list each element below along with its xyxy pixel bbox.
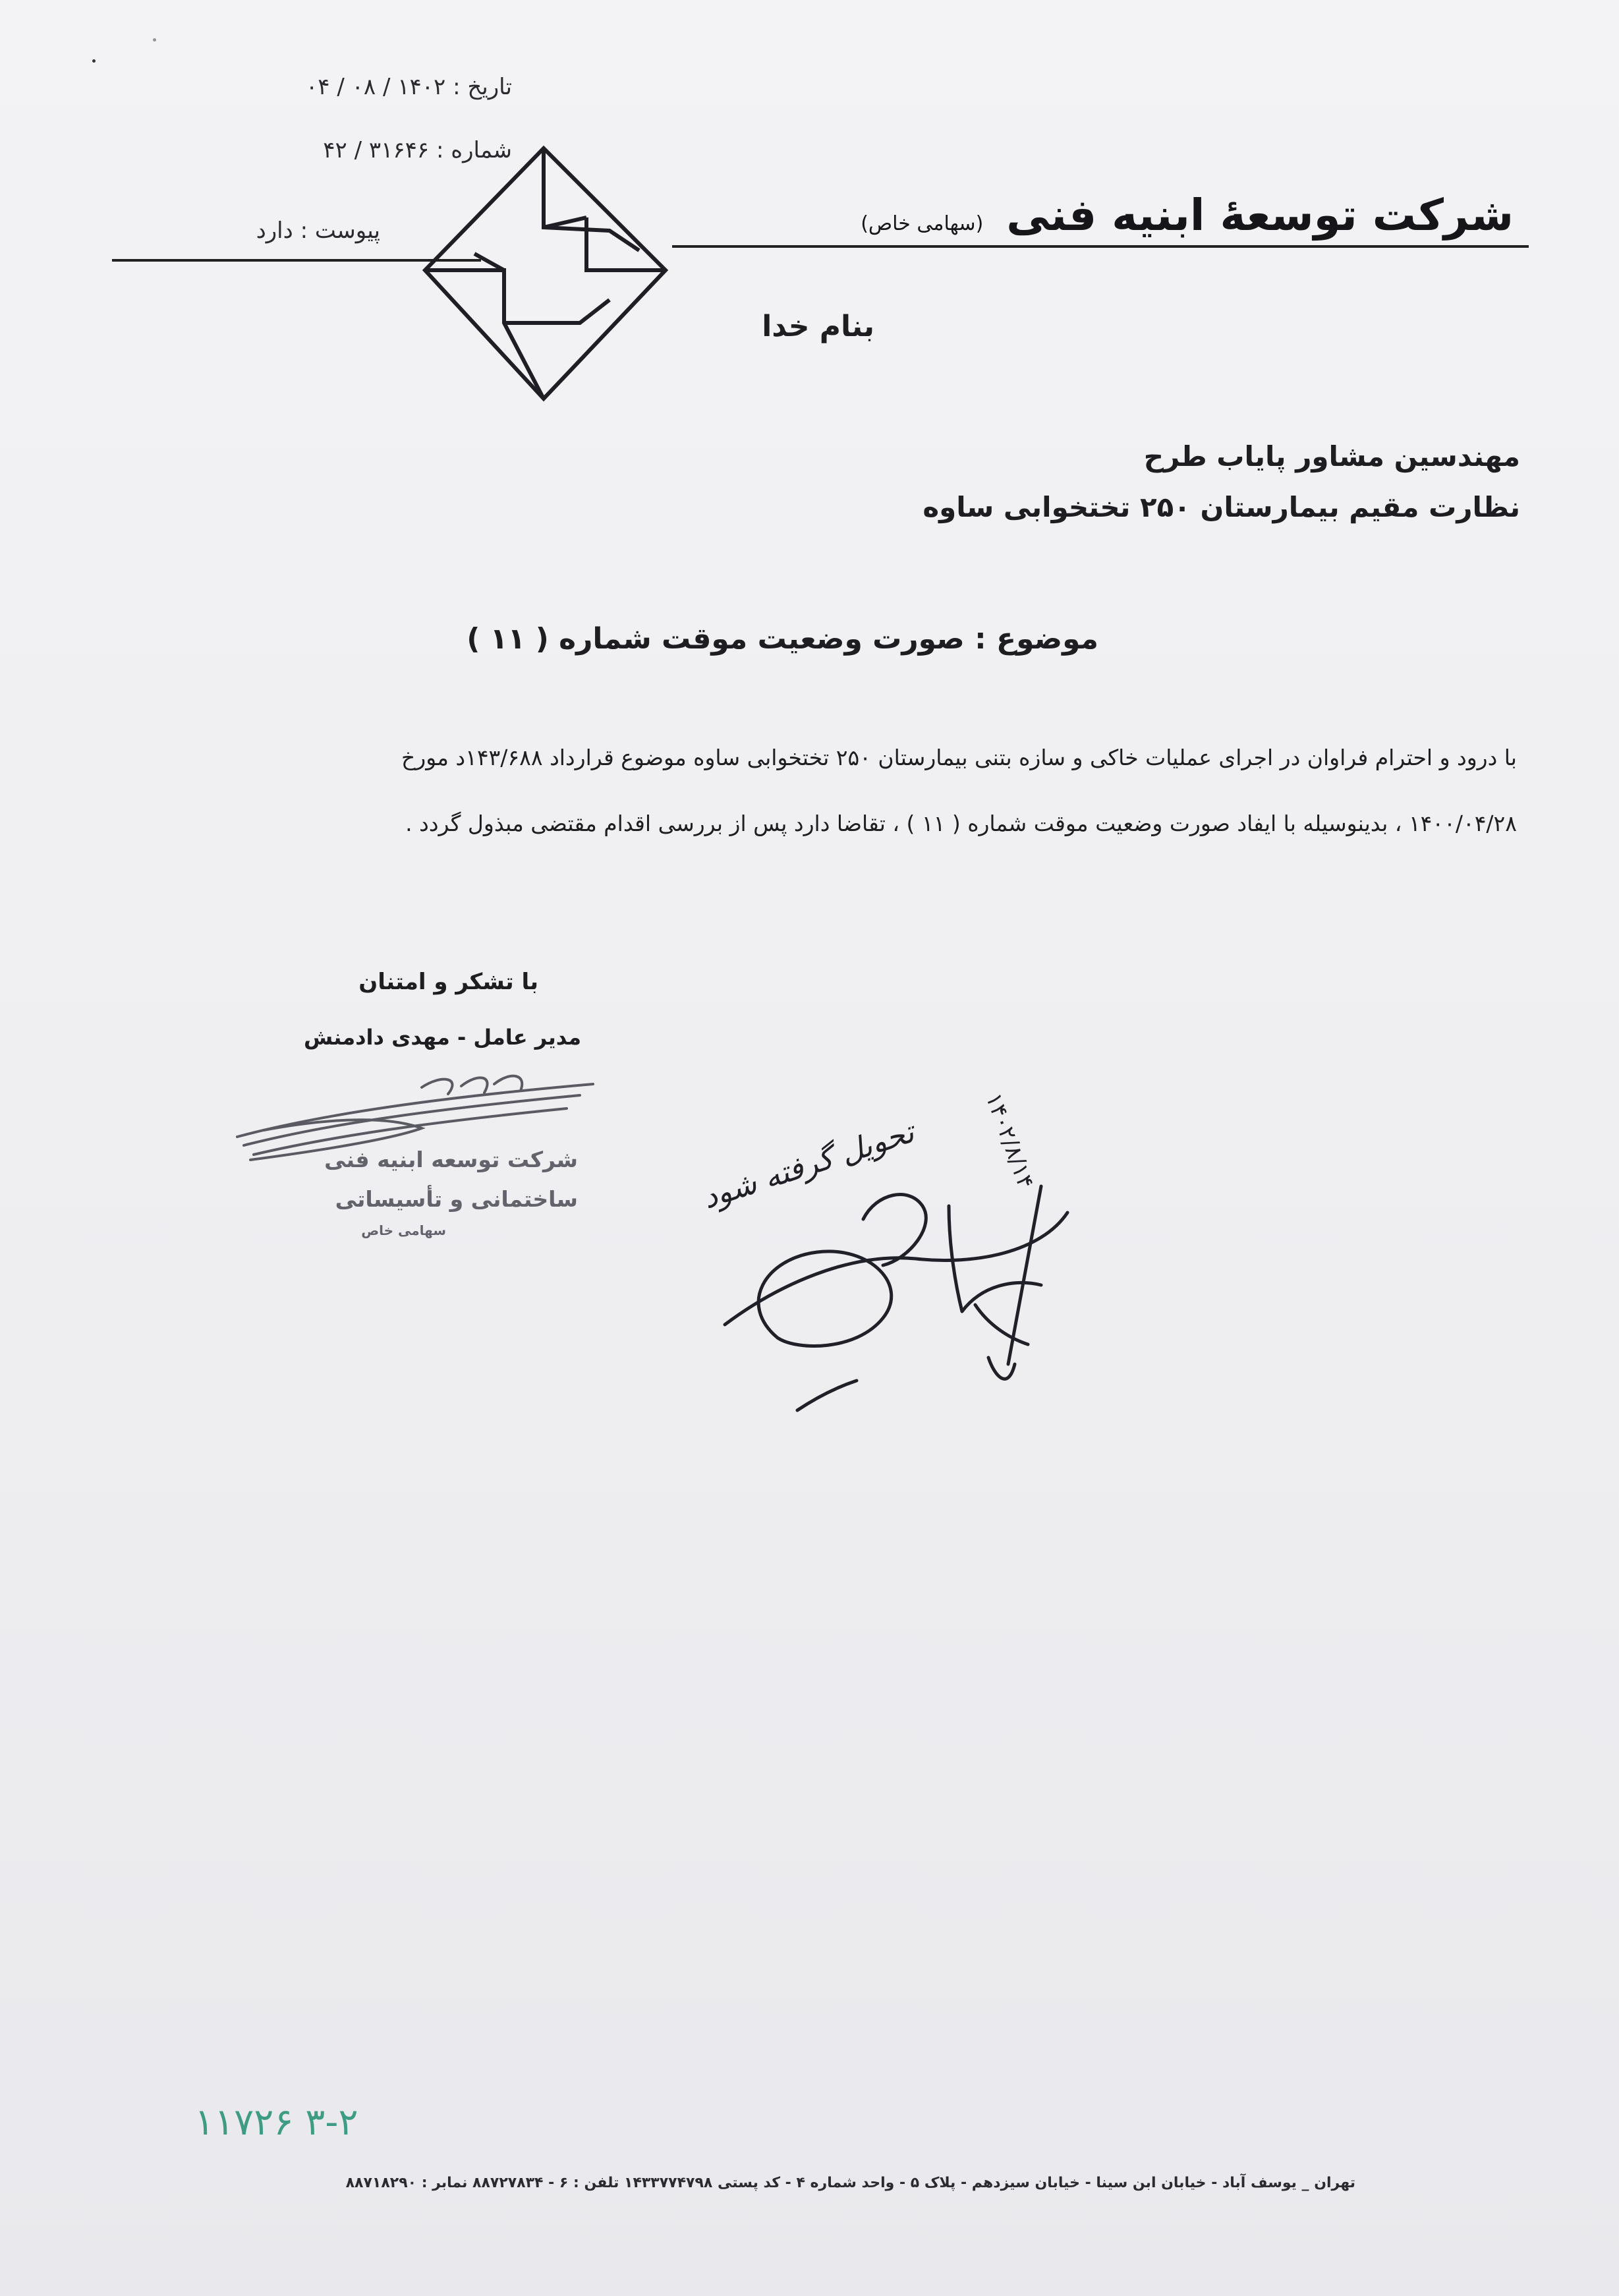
company-logo-icon [412,135,702,425]
company-name-text: شرکت توسعهٔ ابنیه فنی [1006,190,1514,241]
handwritten-registration-number: ۱۱۷۲۶ ۳-۲ [194,2101,358,2144]
stamp-line-2: ساختمانی و تأسیساتی [335,1186,578,1212]
footer-address: تهران _ یوسف آباد - خیابان ابن سینا - خیابان سیزدهم - پلاک ۵ - واحد شماره ۴ - کد پستی ۱۴۳۳۷۷۴۷۹۸ تلفن : ۶ - ۸۸۷۲۷۸۳۴ نمابر : ۸۸۷۱۸۲۹۰ [345,2175,1355,2191]
letter-number: شماره : ۳۱۶۴۶ / ۴۲ [323,137,512,163]
body-line-1: با درود و احترام فراوان در اجرای عملیات خاکی و سازه بتنی بیمارستان ۲۵۰ تختخوابی ساوه موضوع قرارداد ۱۴۳/۶۸۸د مورخ [401,745,1517,770]
letter-date: تاریخ : ۱۴۰۲ / ۰۸ / ۰۴ [306,74,512,100]
recipient-line-2: نظارت مقیم بیمارستان ۲۵۰ تختخوابی ساوه [923,491,1520,523]
stamp-line-1: شرکت توسعه ابنیه فنی [324,1147,578,1172]
company-name [853,190,1514,241]
company-type: (سهامی خاص) [861,212,984,235]
letter-subject: موضوع : صورت وضعیت موقت شماره ( ۱۱ ) [467,622,1098,656]
letter-attachment: پیوست : دارد [256,217,380,244]
signer-name: مدیر عامل - مهدی دادمنش [304,1025,581,1050]
scan-speck [153,38,156,42]
scan-speck [92,59,96,63]
closing-phrase: با تشکر و امتنان [358,969,538,995]
receipt-note: تحویل گرفته شود [698,1114,919,1216]
body-line-2: ۱۴۰۰/۰۴/۲۸ ، بدینوسیله با ایفاد صورت وضعیت موقت شماره ( ۱۱ ) ، تقاضا دارد پس از بررسی اقدام مقتضی مبذول گردد . [405,811,1517,836]
recipient-line-1: مهندسین مشاور پایاب طرح [1143,440,1520,473]
invocation: بنام خدا [762,310,874,343]
receipt-date: ۱۴۰۲/۸/۱۴ [980,1089,1039,1192]
stamp-line-3: سهامی خاص [361,1222,446,1238]
header-rule-right [672,245,1529,248]
